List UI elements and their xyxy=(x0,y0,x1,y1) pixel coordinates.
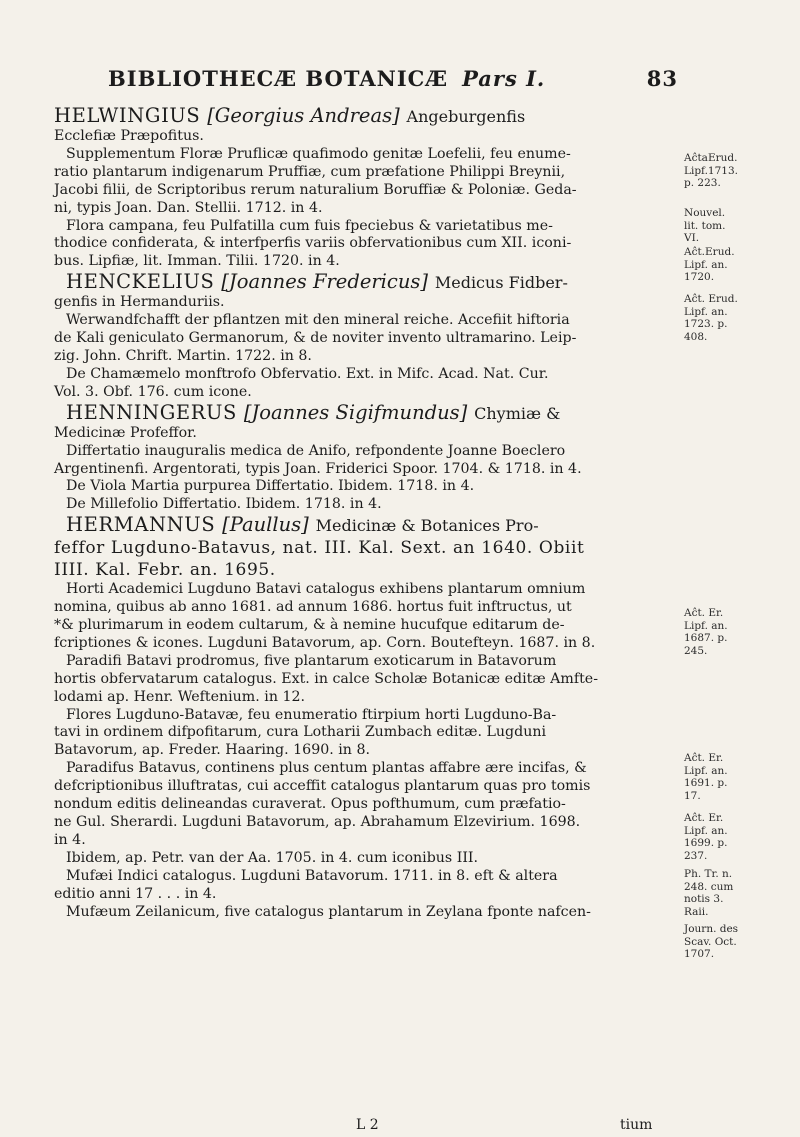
text-line: thodice confiderata, & interfperfis variis obfervationibus cum XII. iconi- xyxy=(54,235,572,252)
text-line: tavi in ordinem difpofitarum, cura Lotharii Zumbach editæ. Lugduni xyxy=(54,724,547,741)
margin-note: Journ. des Scav. Oct. 1707. xyxy=(684,923,739,961)
text-line: de Kali geniculato Germanorum, & de noviter invento ultramarino. Leip- xyxy=(54,330,577,347)
text-line: De Chamæmelo monftrofo Obfervatio. Ext. in Mifc. Acad. Nat. Cur. xyxy=(66,365,549,382)
author-heading: HENCKELIUS [Joannes Fredericus] Medicus Fidber- xyxy=(66,270,568,294)
text-line: Paradifus Batavus, continens plus centum plantas affabre ære incifas, & xyxy=(66,760,587,777)
author-heading: HERMANNUS [Paullus] Medicinæ & Botanices Pro- xyxy=(66,513,539,537)
text-line: fcriptiones & icones. Lugduni Batavorum, ap. Corn. Boutefteyn. 1687. in 8. xyxy=(54,634,596,651)
margin-note: Aĉt. Er. Lipf. an. 1691. p. 17. xyxy=(684,752,728,802)
text-line: hortis obfervatarum catalogus. Ext. in calce Scholæ Botanicæ editæ Amfte- xyxy=(54,670,599,687)
text-line: in 4. xyxy=(54,831,86,848)
text-line: De Viola Martia purpurea Differtatio. Ibidem. 1718. in 4. xyxy=(66,478,475,495)
margin-note: Aĉt.Erud. Lipf. an. 1720. xyxy=(684,246,735,284)
text-line: ne Gul. Sherardi. Lugduni Batavorum, ap. Abrahamum Elzevirium. 1698. xyxy=(54,814,581,830)
text-line: Ibidem, ap. Petr. van der Aa. 1705. in 4. cum iconibus III. xyxy=(66,849,479,866)
text-line: feffor Lugduno-Batavus, nat. III. Kal. Sext. an 1640. Obiit xyxy=(54,538,585,559)
text-line: Flora campana, feu Pulfatilla cum fuis fpeciebus & varietatibus me- xyxy=(66,217,553,234)
text-line: bus. Lipfiæ, lit. Imman. Tilii. 1720. in 4. xyxy=(54,253,340,270)
text-line: nomina, quibus ab anno 1681. ad annum 1686. hortus fuit inftructus, ut xyxy=(54,599,572,616)
text-line: Paradifi Batavi prodromus, five plantarum exoticarum in Batavorum xyxy=(66,652,557,669)
text-line: Werwandfchafft der pflantzen mit den mineral reiche. Accefiit hiftoria xyxy=(66,312,570,329)
text-line: Argentinenfi. Argentorati, typis Joan. Friderici Spoor. 1704. & 1718. in 4. xyxy=(54,460,582,477)
text-line: De Millefolio Differtatio. Ibidem. 1718. in 4. xyxy=(66,496,382,513)
text-line: Vol. 3. Obf. 176. cum icone. xyxy=(54,383,252,400)
text-line: editio anni 17 . . . in 4. xyxy=(54,885,217,902)
text-line: Flores Lugduno-Batavæ, feu enumeratio ftirpium horti Lugduno-Ba- xyxy=(66,706,557,723)
page-number: 83 xyxy=(646,66,678,91)
header-title: BIBLIOTHECÆ BOTANICÆ xyxy=(108,66,449,91)
text-line: Medicinæ Profeffor. xyxy=(54,424,197,441)
text-line: Jacobi filii, de Scriptoribus rerum naturalium Boruffiæ & Poloniæ. Geda- xyxy=(54,181,577,198)
signature-mark: L 2 xyxy=(356,1117,379,1133)
margin-note: Nouvel. lit. tom. VI. xyxy=(684,207,726,245)
margin-note: Ph. Tr. n. 248. cum notis 3. Raii. xyxy=(684,868,734,918)
author-heading: HENNINGERUS [Joannes Sigifmundus] Chymiæ & xyxy=(66,400,561,424)
text-line: IIII. Kal. Febr. an. 1695. xyxy=(54,560,276,581)
text-line: lodami ap. Henr. Weftenium. in 12. xyxy=(54,688,306,705)
margin-note: Aĉt. Erud. Lipf. an. 1723. p. 408. xyxy=(684,293,738,343)
text-line: ni, typis Joan. Dan. Stellii. 1712. in 4. xyxy=(54,199,323,216)
catchword: tium xyxy=(620,1117,653,1133)
text-line: Supplementum Floræ Pruflicæ quafimodo genitæ Loefelii, feu enume- xyxy=(66,145,571,162)
text-line: zig. John. Chrift. Martin. 1722. in 8. xyxy=(54,347,312,364)
header-part: Pars I. xyxy=(462,66,546,91)
author-heading: HELWINGIUS [Georgius Andreas] Angeburgenfis xyxy=(54,104,526,127)
text-line: Horti Academici Lugduno Batavi catalogus exhibens plantarum omnium xyxy=(66,581,586,598)
margin-note: Aĉt. Er. Lipf. an. 1687. p. 245. xyxy=(684,607,728,657)
text-line: genfis in Hermanduriis. xyxy=(54,294,225,311)
text-line: ratio plantarum indigenarum Pruffiæ, cum præfatione Philippi Breynii, xyxy=(54,163,566,180)
text-line: Ecclefiæ Præpofitus. xyxy=(54,128,204,144)
text-line: Mufæi Indici catalogus. Lugduni Batavorum. 1711. in 8. eft & altera xyxy=(66,867,558,884)
text-line: defcriptionibus illuftratas, cui acceffit catalogus plantarum quas pro tomis xyxy=(54,778,591,795)
running-header xyxy=(108,66,678,96)
margin-note: AĉtaErud. Lipf.1713. p. 223. xyxy=(684,152,738,190)
text-line: *& plurimarum in eodem cultarum, & à nemine hucufque editarum de- xyxy=(54,617,565,634)
text-line: Mufæum Zeilanicum, five catalogus plantarum in Zeylana fponte nafcen- xyxy=(66,903,591,920)
main-text xyxy=(54,105,676,921)
text-line: nondum editis delineandas curaverat. Opus pofthumum, cum præfatio- xyxy=(54,796,566,813)
text-line: Batavorum, ap. Freder. Haaring. 1690. in 8. xyxy=(54,742,370,759)
margin-note: Aĉt. Er. Lipf. an. 1699. p. 237. xyxy=(684,812,728,862)
text-line: Differtatio inauguralis medica de Anifo, refpondente Joanne Boeclero xyxy=(66,442,566,459)
